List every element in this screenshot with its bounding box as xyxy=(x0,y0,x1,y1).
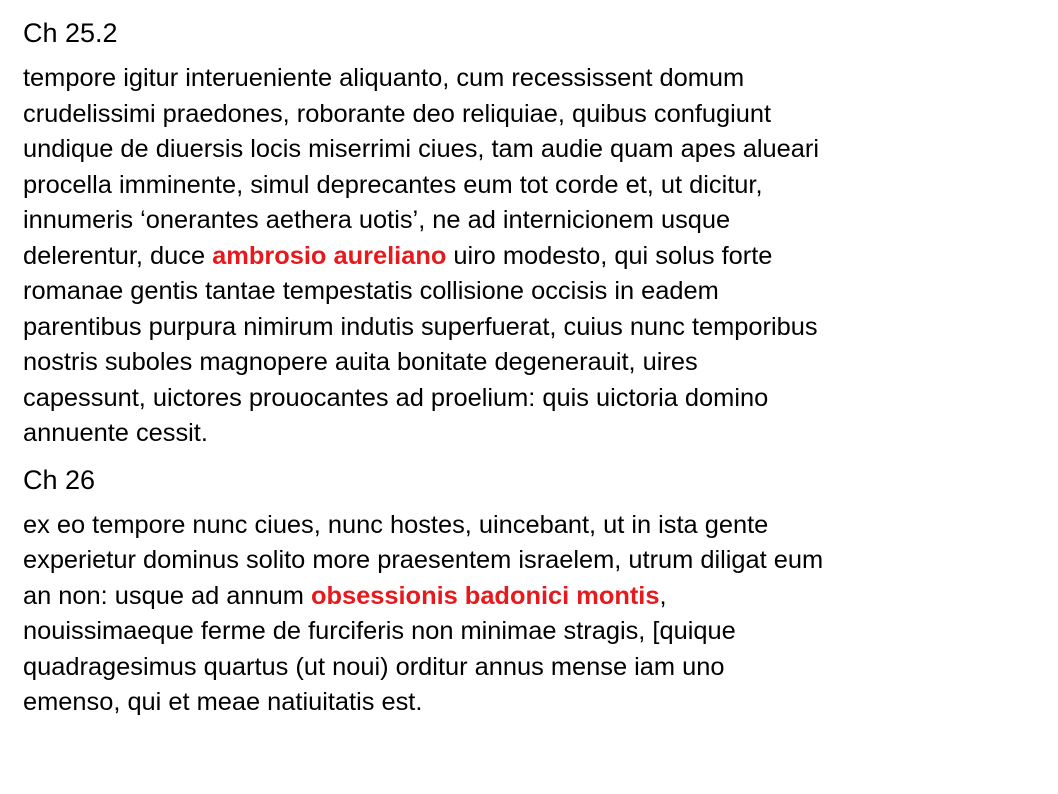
text-line: parentibus purpura nimirum indutis superfuerat, cuius nunc temporibus xyxy=(23,312,818,341)
highlighted-phrase-obsessionis-badonici-montis: obsessionis badonici montis xyxy=(311,581,660,610)
text-line: tempore igitur interueniente aliquanto, cum recessissent domum xyxy=(23,64,745,92)
text-line: romanae gentis tantae tempestatis collisione occisis in eadem xyxy=(23,277,719,305)
chapter-heading: Ch 25.2 xyxy=(23,18,118,48)
text-line: innumeris ‘onerantes aethera uotis’, ne ad internicionem usque xyxy=(23,206,731,234)
chapter-26-section xyxy=(23,462,1043,721)
text-line: emenso, qui et meae natiuitatis est. xyxy=(23,688,423,716)
text-line: ex eo tempore nunc ciues, nunc hostes, uincebant, ut in ista gente xyxy=(23,510,769,539)
chapter-heading: Ch 26 xyxy=(23,464,96,495)
document-page xyxy=(23,0,1043,721)
text-line: annuente cessit. xyxy=(23,419,208,447)
text-line: nouissimaeque ferme de furciferis non minimae stragis, [quique xyxy=(23,617,736,645)
highlighted-name-ambrosio-aureliano: ambrosio aureliano xyxy=(212,241,447,270)
text-line: quadragesimus quartus (ut noui) orditur annus mense iam uno xyxy=(23,652,725,681)
chapter-paragraph xyxy=(23,61,1043,452)
text-line: procella imminente, simul deprecantes eum tot corde et, ut dicitur, xyxy=(23,170,763,199)
text-line: delerentur, duce ambrosio aureliano uiro modesto, qui solus forte xyxy=(23,241,773,270)
text-line: an non: usque ad annum obsessionis badonici montis, xyxy=(23,581,667,610)
text-line: crudelissimi praedones, roborante deo reliquiae, quibus confugiunt xyxy=(23,99,772,128)
text-line: capessunt, uictores prouocantes ad proelium: quis uictoria domino xyxy=(23,383,769,412)
text-line: undique de diuersis locis miserrimi ciues, tam audie quam apes alueari xyxy=(23,135,819,163)
text-line: experietur dominus solito more praesentem israelem, utrum diligat eum xyxy=(23,546,824,574)
chapter-25-2-section xyxy=(23,15,1043,452)
chapter-paragraph xyxy=(23,508,1043,721)
text-line: nostris suboles magnopere auita bonitate degenerauit, uires xyxy=(23,348,698,376)
